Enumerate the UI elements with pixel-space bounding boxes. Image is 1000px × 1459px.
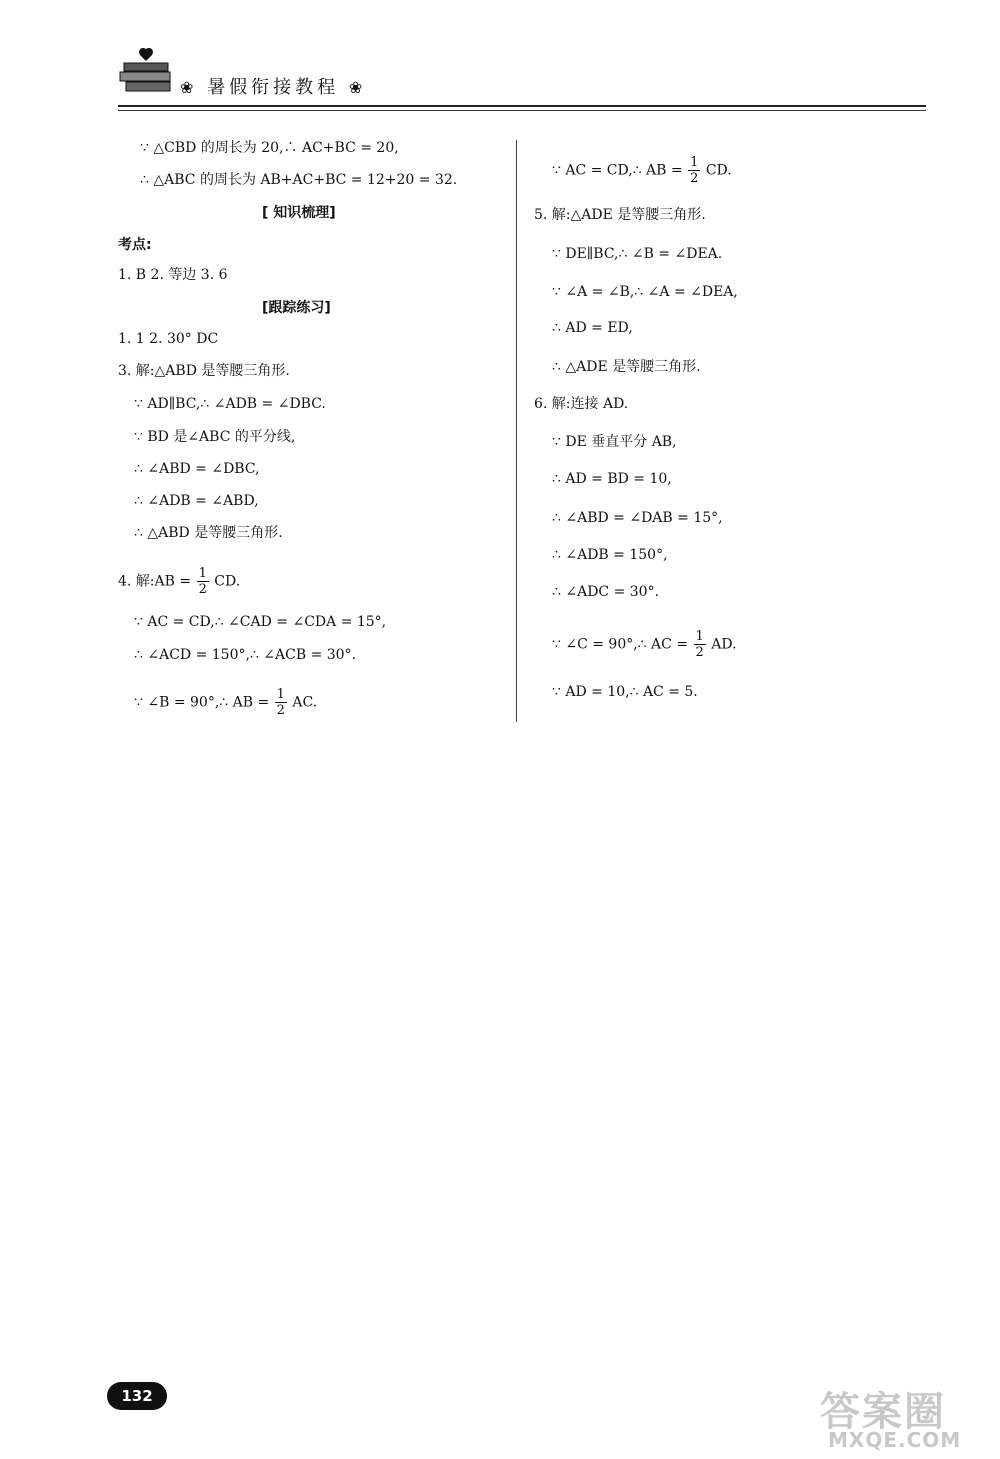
watermark-url: MXQE.COM [828,1428,962,1452]
text-line: ∴ ∠ABD = ∠DAB = 15°, [552,510,723,526]
flower-deco-icon: ❀ [180,78,198,97]
answer-line: 1. 1 2. 30° DC [118,331,219,347]
watermark [820,1380,990,1450]
fraction-one-half [688,155,700,186]
text-segment: AC. [292,694,318,711]
flower-deco-icon: ❀ [348,78,367,97]
fraction-one-half [197,566,209,597]
text-segment: 4. 解:AB = [118,573,192,590]
text-line: ∴ △ABD 是等腰三角形. [134,525,283,541]
text-line: ∴ ∠ADC = 30°. [552,584,660,600]
subheading: 考点: [118,237,152,253]
text-line: ∵ BD 是∠ABC 的平分线, [134,429,296,445]
text-segment: ∵ AC = CD,∴ AB = [552,162,683,179]
text-line: ∵ AD = 10,∴ AC = 5. [552,684,698,700]
text-segment: ∵ ∠B = 90°,∴ AB = [134,694,270,711]
text-line: ∴ ∠ADB = ∠ABD, [134,493,259,509]
fraction-numerator: 1 [198,566,207,581]
fraction-denominator: 2 [276,703,285,718]
fraction-one-half [694,629,706,660]
question-6: 6. 解:连接 AD. [534,396,629,412]
question-3: 3. 解:△ABD 是等腰三角形. [118,363,290,379]
fraction-denominator: 2 [695,645,704,660]
question-4 [118,566,240,597]
page-number: 132 [107,1382,167,1410]
text-segment: CD. [214,573,241,590]
text-line: ∵ AD∥BC,∴ ∠ADB = ∠DBC. [134,396,326,412]
section-heading: [ 知识梳理] [262,205,336,221]
text-line: ∴ ∠ABD = ∠DBC, [134,461,260,477]
text-segment: ∵ ∠C = 90°,∴ AC = [552,636,689,653]
text-line: ∵ AC = CD,∴ ∠CAD = ∠CDA = 15°, [134,614,387,630]
answer-line: 1. B 2. 等边 3. 6 [118,267,228,283]
text-line [552,155,732,186]
text-segment: AD. [711,636,737,653]
fraction-numerator: 1 [695,629,704,644]
header-title [180,73,366,99]
header-rule-thin [118,110,926,111]
fraction-one-half [275,687,287,718]
section-heading: [跟踪练习] [262,300,331,316]
page-header [118,45,930,123]
fraction-denominator: 2 [690,171,699,186]
fraction-numerator: 1 [276,687,285,702]
text-line: ∵ DE 垂直平分 AB, [552,434,677,450]
text-line: ∵ △CBD 的周长为 20,∴ AC+BC = 20, [140,140,399,156]
book-title: 暑假衔接教程 [207,77,340,98]
text-line: ∴ ∠ACD = 150°,∴ ∠ACB = 30°. [134,647,357,663]
text-line: ∴ AD = ED, [552,320,633,336]
header-rule [118,105,926,107]
fraction-numerator: 1 [690,155,699,170]
text-line: ∵ DE∥BC,∴ ∠B = ∠DEA. [552,246,723,262]
text-line: ∴ △ADE 是等腰三角形. [552,359,701,375]
column-divider [516,140,517,722]
text-line: ∴ △ABC 的周长为 AB+AC+BC = 12+20 = 32. [140,172,458,188]
text-line: ∴ AD = BD = 10, [552,471,672,487]
watermark-logo-text: 答案圈 [820,1389,946,1435]
fraction-denominator: 2 [198,582,207,597]
text-segment: CD. [705,162,732,179]
text-line [134,687,317,718]
question-5: 5. 解:△ADE 是等腰三角形. [534,207,706,223]
text-line [552,629,737,660]
books-logo-icon [118,47,174,93]
text-line: ∴ ∠ADB = 150°, [552,547,668,563]
text-line: ∵ ∠A = ∠B,∴ ∠A = ∠DEA, [552,284,738,300]
